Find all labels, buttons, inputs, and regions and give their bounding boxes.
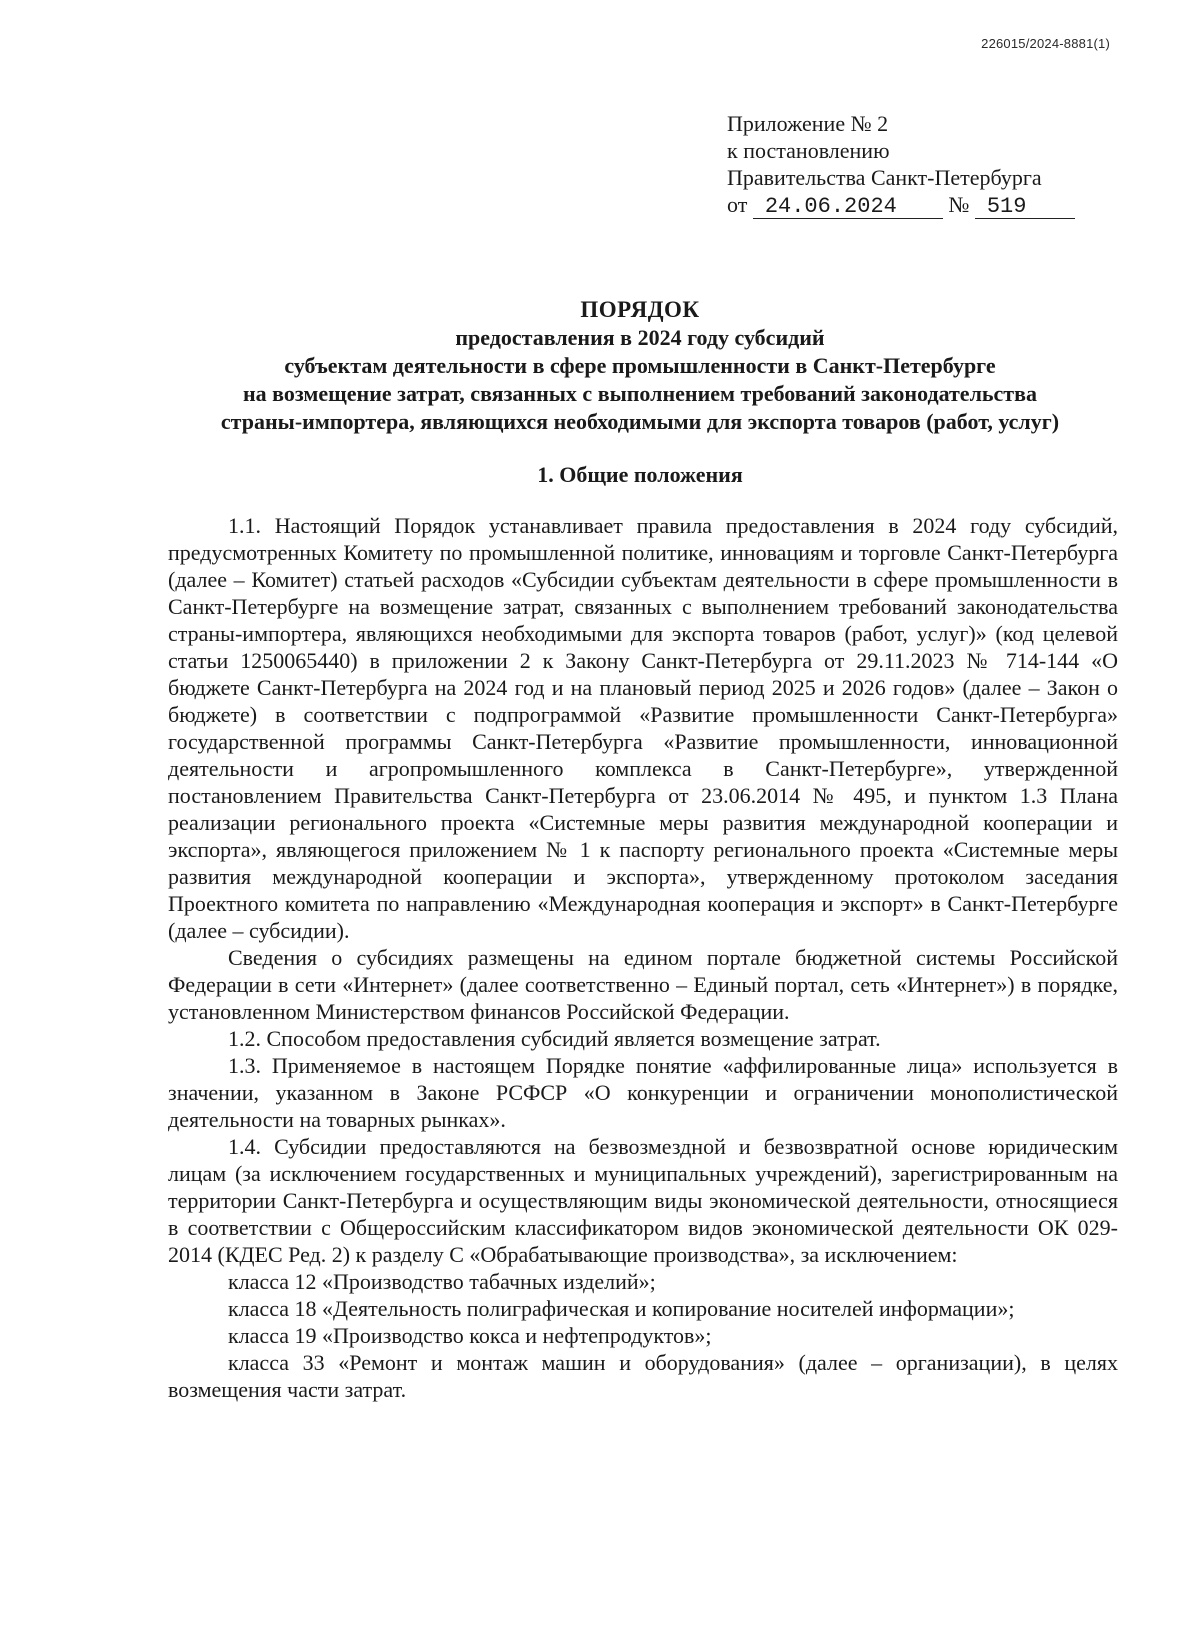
from-label: от — [727, 192, 748, 217]
title-line-4: на возмещение затрат, связанных с выполнением требований законодательства — [243, 381, 1037, 406]
title-line-5: страны-импортера, являющихся необходимыми для экспорта товаров (работ, услуг) — [220, 409, 1060, 434]
document-id: 226015/2024-8881(1) — [981, 36, 1110, 51]
appendix-line-1: Приложение № 2 — [727, 111, 889, 136]
appendix-date-line — [727, 191, 1107, 219]
title-line-2: предоставления в 2024 году субсидий — [455, 325, 825, 350]
body-text — [168, 512, 1118, 1403]
paragraph: 1.2. Способом предоставления субсидий является возмещение затрат. — [228, 1026, 881, 1051]
decree-number: 519 — [975, 196, 1075, 219]
appendix-line-3: Правительства Санкт-Петербурга — [727, 165, 1042, 190]
number-label: № — [948, 192, 970, 217]
title-line-3: субъектам деятельности в сфере промышленности в Санкт-Петербурге — [284, 353, 996, 378]
title-main: ПОРЯДОК — [580, 297, 700, 322]
paragraph: 1.4. Субсидии предоставляются на безвозмездной и безвозвратной основе юридическим лицам (за исключением государственных и муниципальных учреждений), зарегистрированным на территории Санкт-Петербурга и осуществляющим виды экономической деятельности, относящиеся в соответствии с Общероссийским классификатором видов экономической деятельности ОК 029-2014 (КДЕС Ред. 2) к разделу С «Обрабатывающие производства», за исключением: — [168, 1134, 1118, 1267]
paragraph: 1.3. Применяемое в настоящем Порядке понятие «аффилированные лица» используется в значении, указанном в Законе РСФСР «О конкуренции и ограничении монополистической деятельности на товарных рынках». — [168, 1053, 1118, 1132]
paragraph: класса 19 «Производство кокса и нефтепродуктов»; — [228, 1323, 712, 1348]
document-title — [150, 296, 1130, 436]
paragraph: класса 12 «Производство табачных изделий»; — [228, 1269, 656, 1294]
appendix-block — [727, 110, 1107, 219]
paragraph: 1.1. Настоящий Порядок устанавливает правила предоставления в 2024 году субсидий, предусмотренных Комитету по промышленной политике, инновациям и торговле Санкт-Петербурга (далее – Комитет) статьей расходов «Субсидии субъектам деятельности в сфере промышленности в Санкт-Петербурге на возмещение затрат, связанных с выполнением требований законодательства страны-импортера, являющихся необходимыми для экспорта товаров (работ, услуг)» (код целевой статьи 1250065440) в приложении 2 к Закону Санкт-Петербурга от 29.11.2023 № 714-144 «О бюджете Санкт-Петербурга на 2024 год и на плановый период 2025 и 2026 годов» (далее – Закон о бюджете) в соответствии с подпрограммой «Развитие промышленности Санкт-Петербурга» государственной программы Санкт-Петербурга «Развитие промышленности, инновационной деятельности и агропромышленного комплекса в Санкт-Петербурге», утвержденной постановлением Правительства Санкт-Петербурга от 23.06.2014 № 495, и пунктом 1.3 Плана реализации регионального проекта «Системные меры развития международной кооперации и экспорта», являющегося приложением № 1 к паспорту регионального проекта «Системные меры развития международной кооперации и экспорта», утвержденному протоколом заседания Проектного комитета по направлению «Международная кооперация и экспорт» в Санкт-Петербурге (далее – субсидии). — [168, 513, 1118, 943]
paragraph: класса 33 «Ремонт и монтаж машин и оборудования» (далее – организации), в целях возмещения части затрат. — [168, 1350, 1118, 1402]
section-heading: 1. Общие положения — [537, 462, 743, 487]
paragraph: Сведения о субсидиях размещены на едином портале бюджетной системы Российской Федерации в сети «Интернет» (далее соответственно – Единый портал, сеть «Интернет») в порядке, установленном Министерством финансов Российской Федерации. — [168, 945, 1118, 1024]
appendix-line-2: к постановлению — [727, 138, 890, 163]
decree-date: 24.06.2024 — [753, 196, 943, 219]
paragraph: класса 18 «Деятельность полиграфическая и копирование носителей информации»; — [228, 1296, 1015, 1321]
